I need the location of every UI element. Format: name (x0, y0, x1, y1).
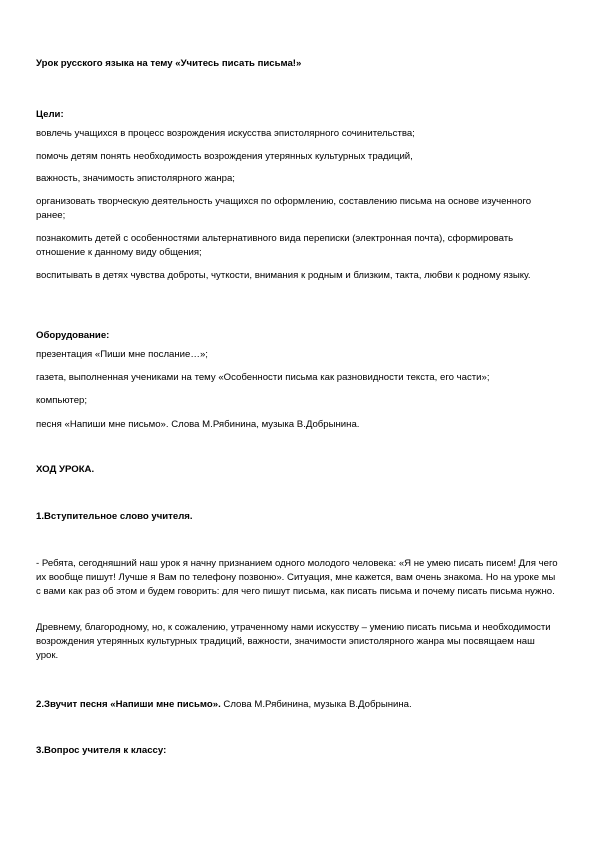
goals-item: познакомить детей с особенностями альтернативного вида переписки (электронная почта), сформировать отношение к данному виду общения; (36, 233, 514, 258)
lesson-heading: ХОД УРОКА. (36, 464, 95, 475)
goals-item: воспитывать в детях чувства доброты, чуткости, внимания к родным и близким, такта, любви к родному языку. (36, 270, 531, 281)
section2-heading (36, 698, 558, 712)
equipment-item: компьютер; (36, 395, 88, 406)
goals-item: вовлечь учащихся в процесс возрождения искусства эпистолярного сочинительства; (36, 128, 415, 139)
goals-item: организовать творческую деятельность учащихся по оформлению, составлению письма на основе изученного ранее; (36, 196, 532, 221)
equipment-item: песня «Напиши мне письмо». Слова М.Рябинина, музыка В.Добрынина. (36, 419, 360, 430)
goals-item: помочь детям понять необходимость возрождения утерянных культурных традиций, (36, 151, 413, 162)
section2-heading-rest: Слова М.Рябинина, музыка В.Добрынина. (220, 699, 412, 710)
goals-heading: Цели: (36, 109, 64, 120)
section3-heading: 3.Вопрос учителя к классу: (36, 745, 167, 756)
equipment-heading: Оборудование: (36, 330, 110, 341)
section1-heading: 1.Вступительное слово учителя. (36, 511, 193, 522)
section1-paragraph: Древнему, благородному, но, к сожалению, утраченному нами искусству – умению писать письма и необходимости возрождения утерянных культурных традиций, важности, значимости эпистолярного жанра мы посвящаем наш урок. (36, 622, 551, 661)
section2-heading-bold: 2.Звучит песня «Напиши мне письмо». (36, 699, 221, 710)
equipment-item: газета, выполненная учениками на тему «Особенности письма как разновидности текста, его части»; (36, 372, 490, 383)
goals-item: важность, значимость эпистолярного жанра; (36, 173, 235, 184)
document-title: Урок русского языка на тему «Учитесь писать письма!» (36, 58, 302, 69)
equipment-item: презентация «Пиши мне послание…»; (36, 349, 208, 360)
section1-paragraph: - Ребята, сегодняшний наш урок я начну признанием одного молодого человека: «Я не умею писать писем! Для чего их вообще пишут! Лучше я Вам по телефону позвоню». Ситуация, мне кажется, вам очень знакома. Но на уроке мы с вами как раз об этом и будем говорить: для чего пишут письма, как писать письма и почему писать письма нужно. (36, 558, 558, 597)
